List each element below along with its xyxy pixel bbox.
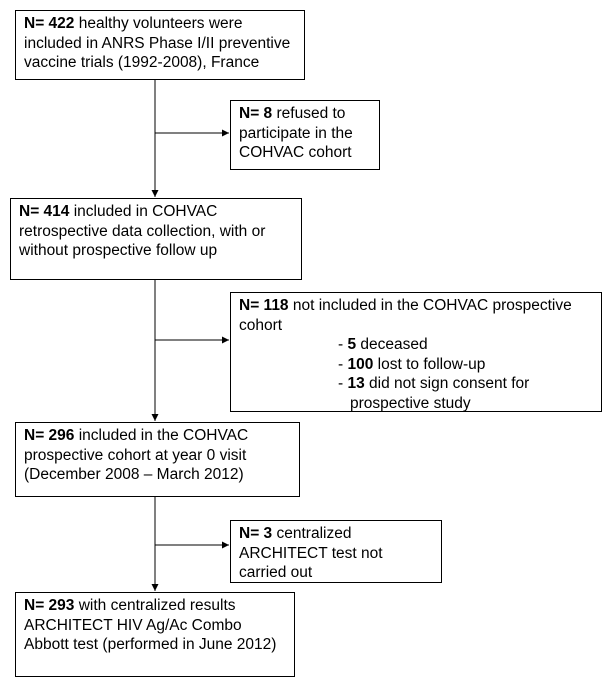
box-text: refused to participate in the COHVAC cohort — [239, 105, 353, 161]
box-test-not-done — [230, 520, 442, 583]
box-text: included in COHVAC retrospective data collection, with or without prospective follow up — [19, 203, 266, 259]
item-count: 100 — [347, 355, 374, 373]
box-count: N= 293 — [24, 597, 75, 614]
list-item-lost: - 100 lost to follow-up — [338, 355, 486, 373]
box-text: with centralized results ARCHITECT HIV Ag/Ac Combo Abbott test (performed in June 2012) — [24, 597, 277, 653]
box-count: N= 414 — [19, 203, 70, 220]
box-text: not included in the COHVAC prospective cohort — [239, 297, 572, 334]
box-enrolled-volunteers — [15, 10, 305, 80]
box-count: N= 296 — [24, 427, 75, 444]
box-text: healthy volunteers were included in ANRS Phase I/II preventive vaccine trials (1992-2008), France — [24, 15, 291, 71]
box-count: N= 8 — [239, 105, 273, 122]
box-prospective-cohort — [15, 422, 300, 497]
item-text-continued: prospective study — [350, 394, 471, 412]
item-text: did not sign consent for — [369, 375, 530, 392]
list-item-deceased: - 5 deceased — [338, 336, 428, 353]
box-centralized-results — [15, 592, 295, 677]
box-count: N= 118 — [239, 297, 289, 314]
box-count: N= 3 — [239, 525, 273, 542]
box-text: centralized ARCHITECT test not carried out — [239, 525, 383, 581]
item-text: lost to follow-up — [377, 355, 486, 373]
item-text: deceased — [360, 336, 428, 353]
box-refused — [230, 100, 380, 170]
box-not-included — [230, 292, 602, 412]
box-count: N= 422 — [24, 15, 75, 32]
box-retrospective — [10, 198, 302, 280]
item-count: 13 — [347, 375, 365, 392]
box-text: included in the COHVAC prospective cohort at year 0 visit (December 2008 – March 2012) — [24, 427, 249, 483]
list-item-no-consent: - 13 did not sign consent for prospective study — [338, 374, 593, 413]
item-count: 5 — [347, 336, 357, 353]
